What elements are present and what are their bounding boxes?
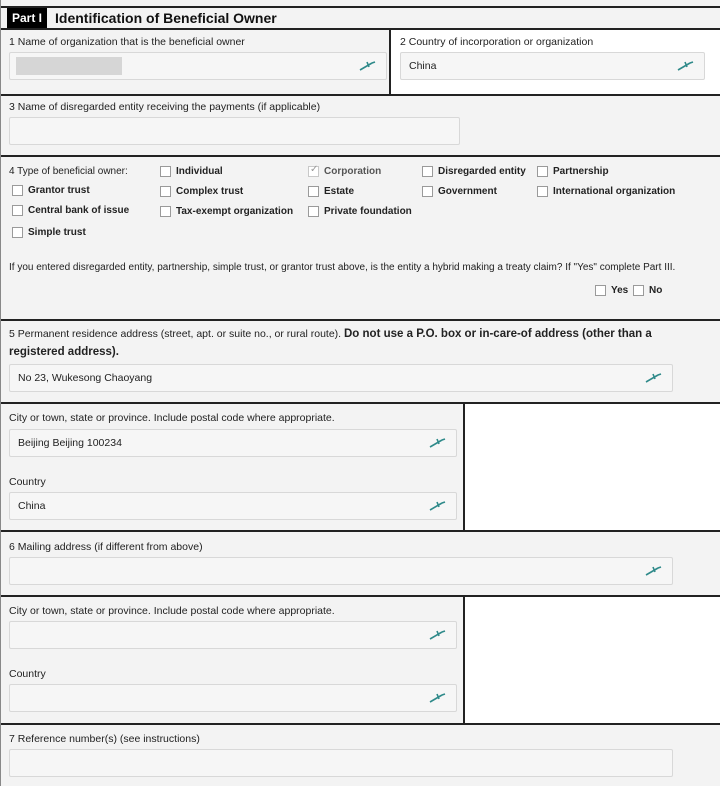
checkbox-government[interactable]: Government xyxy=(422,186,497,197)
country-value: China xyxy=(18,500,46,512)
q1-label: 1 Name of organization that is the beneficial owner xyxy=(9,36,245,48)
q6-country-label: Country xyxy=(9,668,46,680)
checkbox-partnership[interactable]: Partnership xyxy=(537,166,609,177)
permanent-address-field[interactable] xyxy=(9,364,673,392)
q2-label: 2 Country of incorporation or organization xyxy=(400,36,594,48)
redacted-value xyxy=(16,57,122,75)
pen-icon[interactable] xyxy=(428,690,446,706)
checkbox-grantor-trust[interactable]: Grantor trust xyxy=(12,185,90,196)
pen-icon[interactable] xyxy=(428,435,446,451)
part-badge: Part I xyxy=(7,8,47,28)
divider xyxy=(1,723,720,725)
checkbox-hybrid-no[interactable]: No xyxy=(633,285,662,296)
disregarded-entity-field[interactable] xyxy=(9,117,460,145)
checkbox-international-organization[interactable]: International organization xyxy=(537,186,675,197)
city-value: Beijing Beijing 100234 xyxy=(18,437,122,449)
q7-label: 7 Reference number(s) (see instructions) xyxy=(9,733,200,745)
checkbox-disregarded-entity[interactable]: Disregarded entity xyxy=(422,166,526,177)
q6-city-field[interactable] xyxy=(9,621,457,649)
pen-icon[interactable] xyxy=(676,58,694,74)
pen-icon[interactable] xyxy=(644,563,662,579)
pen-icon[interactable] xyxy=(358,58,376,74)
part-header xyxy=(1,8,720,28)
part-title: Identification of Beneficial Owner xyxy=(55,10,277,26)
country-of-incorporation-field[interactable] xyxy=(400,52,705,80)
checkbox-hybrid-yes[interactable]: Yes xyxy=(595,285,628,296)
checkbox-complex-trust[interactable]: Complex trust xyxy=(160,186,243,197)
q4-label: 4 Type of beneficial owner: xyxy=(9,166,128,177)
q6-city-label: City or town, state or province. Include postal code where appropriate. xyxy=(9,605,335,617)
checkbox-private-foundation[interactable]: Private foundation xyxy=(308,206,412,217)
pen-icon[interactable] xyxy=(428,627,446,643)
checkbox-tax-exempt[interactable]: Tax-exempt organization xyxy=(160,206,293,217)
q5-label: 5 Permanent residence address (street, apt. or suite no., or rural route). Do not use a P.O. box or in-care-of address (other than a xyxy=(9,328,652,340)
checkbox-central-bank[interactable]: Central bank of issue xyxy=(12,205,129,216)
reference-number-field[interactable] xyxy=(9,749,673,777)
address-value: No 23, Wukesong Chaoyang xyxy=(18,372,153,384)
q5-country-label: Country xyxy=(9,476,46,488)
q5-city-field[interactable] xyxy=(9,429,457,457)
q5-label-continued: registered address). xyxy=(9,346,119,358)
q6-country-field[interactable] xyxy=(9,684,457,712)
checkbox-simple-trust[interactable]: Simple trust xyxy=(12,227,86,238)
blank-panel xyxy=(465,404,720,530)
divider xyxy=(1,155,720,157)
q6-label: 6 Mailing address (if different from above) xyxy=(9,541,203,553)
organization-name-field[interactable] xyxy=(9,52,387,80)
checkbox-corporation[interactable]: ✓ Corporation xyxy=(310,164,382,177)
pen-icon[interactable] xyxy=(644,370,662,386)
country-value: China xyxy=(409,60,437,72)
divider xyxy=(1,319,720,321)
hybrid-question: If you entered disregarded entity, partnership, simple trust, or grantor trust above, is the entity a hybrid making a treaty claim? If "Yes" complete Part III. xyxy=(9,262,676,273)
pen-icon[interactable] xyxy=(428,498,446,514)
checkbox-individual[interactable]: Individual xyxy=(160,166,223,177)
q5-city-label: City or town, state or province. Include postal code where appropriate. xyxy=(9,412,335,424)
q3-label: 3 Name of disregarded entity receiving the payments (if applicable) xyxy=(9,101,321,113)
divider xyxy=(1,94,720,96)
mailing-address-field[interactable] xyxy=(9,557,673,585)
checkbox-estate[interactable]: Estate xyxy=(308,186,354,197)
q5-country-field[interactable] xyxy=(9,492,457,520)
divider xyxy=(1,530,720,532)
blank-panel xyxy=(465,597,720,723)
